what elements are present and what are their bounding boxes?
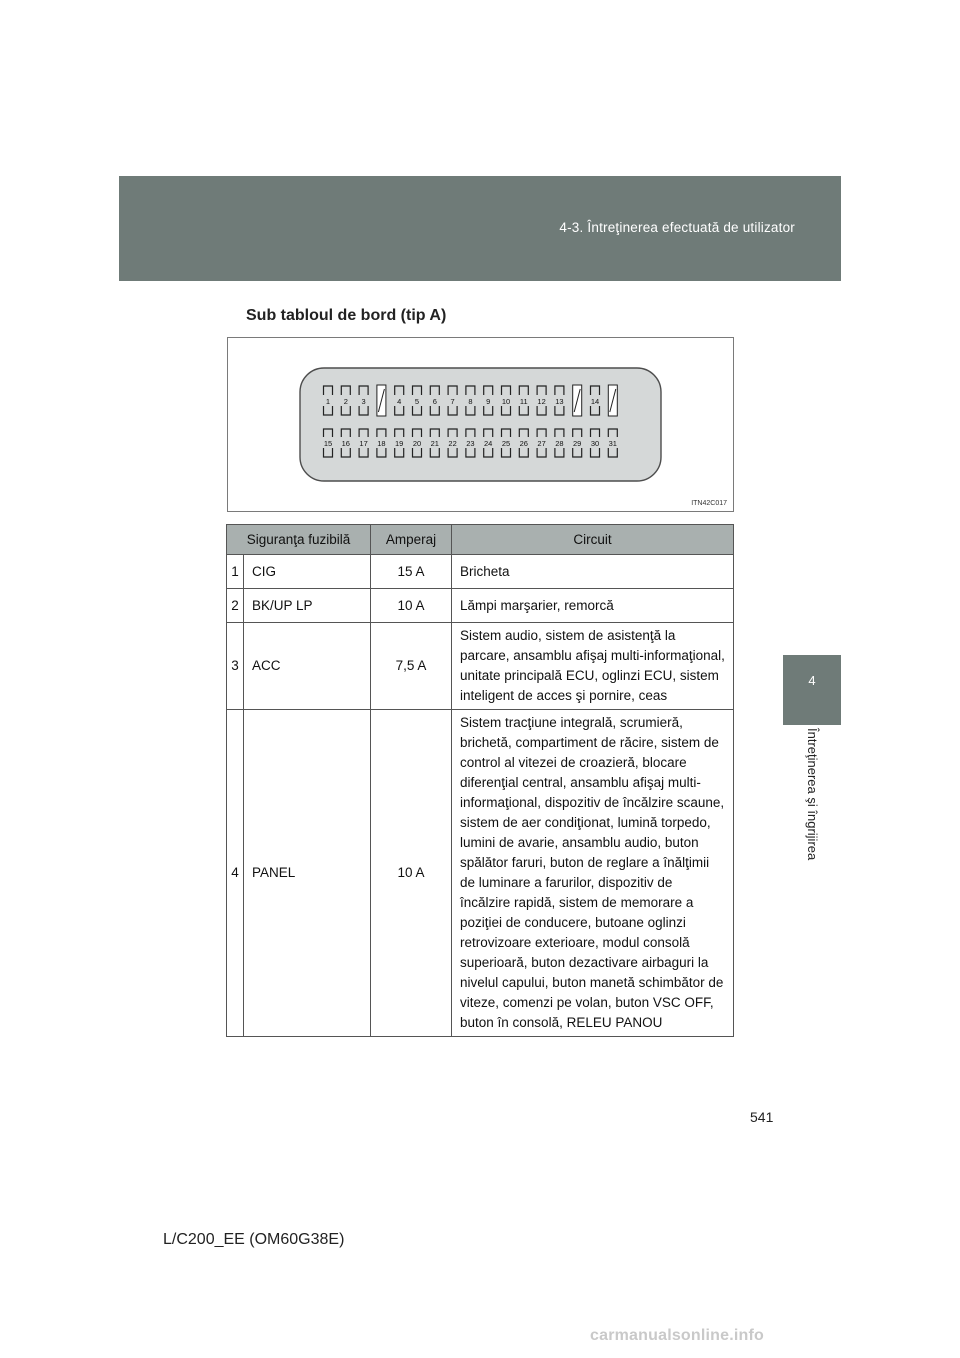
- fuse-number-label: 24: [484, 439, 493, 448]
- fuse-number-label: 8: [468, 397, 473, 406]
- fuse-amperage: 15 A: [371, 555, 452, 589]
- fuse-number-label: 4: [397, 397, 402, 406]
- chapter-title-text: Întreţinerea şi îngrijirea: [805, 728, 820, 861]
- fuse-amperage: 10 A: [371, 589, 452, 623]
- fuse-number-label: 13: [555, 397, 564, 406]
- fuse-number-label: 7: [450, 397, 455, 406]
- fuse-box-body: [300, 368, 661, 481]
- fuse-number-label: 19: [395, 439, 404, 448]
- fuse-number-label: 21: [430, 439, 439, 448]
- header-amperage: Amperaj: [371, 525, 452, 555]
- fuse-number-label: 14: [590, 397, 600, 406]
- fuse-number-label: 2: [343, 397, 348, 406]
- fuse-number-label: 1: [325, 397, 331, 406]
- fuse-number: 3: [227, 623, 244, 710]
- fuse-name: ACC: [244, 623, 371, 710]
- fuse-name: BK/UP LP: [244, 589, 371, 623]
- chapter-tab-number: 4: [808, 673, 816, 688]
- fuse-amperage: 10 A: [371, 710, 452, 1037]
- fuse-number-label: 12: [537, 397, 546, 406]
- fuse-number-label: 22: [448, 439, 457, 448]
- fuse-name: PANEL: [244, 710, 371, 1037]
- table-row: [227, 710, 734, 1037]
- fuse-number-label: 6: [432, 397, 437, 406]
- chapter-tab[interactable]: [783, 655, 841, 725]
- watermark: carmanualsonline.info: [590, 1327, 765, 1344]
- fuse-number-label: 11: [519, 397, 528, 406]
- fuse-number-label: 3: [361, 397, 366, 406]
- fuse-number-label: 28: [555, 439, 564, 448]
- fuse-circuit: Sistem audio, sistem de asistenţă la parcare, ansamblu afişaj multi-informaţional, unitate principală ECU, oglinzi ECU, sistem inteligent de acces şi pornire, ceas: [452, 623, 734, 710]
- table-header-row: [227, 525, 734, 555]
- fuse-number-label: 5: [414, 397, 420, 406]
- header-circuit: Circuit: [452, 525, 734, 555]
- fuse-number-label: 15: [323, 439, 333, 448]
- fuse-number-label: 29: [573, 439, 582, 448]
- fuse-box-diagram: [227, 337, 734, 512]
- fuse-number: 1: [227, 555, 244, 589]
- fuse-number-label: 17: [359, 439, 368, 448]
- chapter-title-vertical: [783, 728, 841, 883]
- page-number: 541: [750, 1109, 774, 1125]
- fuse-number: 2: [227, 589, 244, 623]
- table-row: [227, 555, 734, 589]
- fuse-number-label: 27: [537, 439, 546, 448]
- fuse-number-label: 26: [519, 439, 528, 448]
- fuse-amperage: 7,5 A: [371, 623, 452, 710]
- fuse-box-illustration: [228, 338, 733, 511]
- table-row: [227, 623, 734, 710]
- fuse-number-label: 10: [501, 397, 511, 406]
- fuse-name: CIG: [244, 555, 371, 589]
- fuse-table: [226, 524, 734, 1037]
- header-band: [119, 176, 841, 281]
- fuse-number-label: 18: [377, 439, 386, 448]
- figure-id: ITN42C017: [691, 500, 727, 507]
- fuse-number-label: 31: [608, 439, 617, 448]
- fuse-number: 4: [227, 710, 244, 1037]
- fuse-number-label: 16: [341, 439, 350, 448]
- table-row: [227, 589, 734, 623]
- fuse-number-label: 20: [412, 439, 422, 448]
- fuse-number-label: 30: [590, 439, 600, 448]
- fuse-circuit: Bricheta: [452, 555, 734, 589]
- section-heading: Sub tabloul de bord (tip A): [246, 307, 447, 324]
- section-title: 4-3. Întreţinerea efectuată de utilizator: [559, 220, 795, 235]
- fuse-circuit: Sistem tracţiune integrală, scrumieră, brichetă, compartiment de răcire, sistem de control al vitezei de croazieră, blocare diferenţial central, ansamblu afişaj multi-informaţional, dispozitiv de încălzire scaune, sistem de aer condiţionat, lumină torpedo, lumini de avarie, ansamblu audio, buton spălător faruri, buton de reglare a înălţimii de luminare a farurilor, dispozitiv de încălzire rapidă, sistem de memorare a poziţiei de conducere, butoane oglinzi retrovizoare exterioare, modul consolă superioară, buton dezactivare airbaguri la nivelul capului, buton manetă schimbător de viteze, comenzi pe volan, buton VSC OFF, buton în consolă, RELEU PANOU: [452, 710, 734, 1037]
- fuse-number-label: 25: [501, 439, 511, 448]
- fuse-circuit: Lămpi marşarier, remorcă: [452, 589, 734, 623]
- fuse-number-label: 23: [466, 439, 475, 448]
- document-code: L/C200_EE (OM60G38E): [163, 1231, 345, 1248]
- fuse-number-label: 9: [486, 397, 491, 406]
- header-fuse: Siguranţa fuzibilă: [227, 525, 371, 555]
